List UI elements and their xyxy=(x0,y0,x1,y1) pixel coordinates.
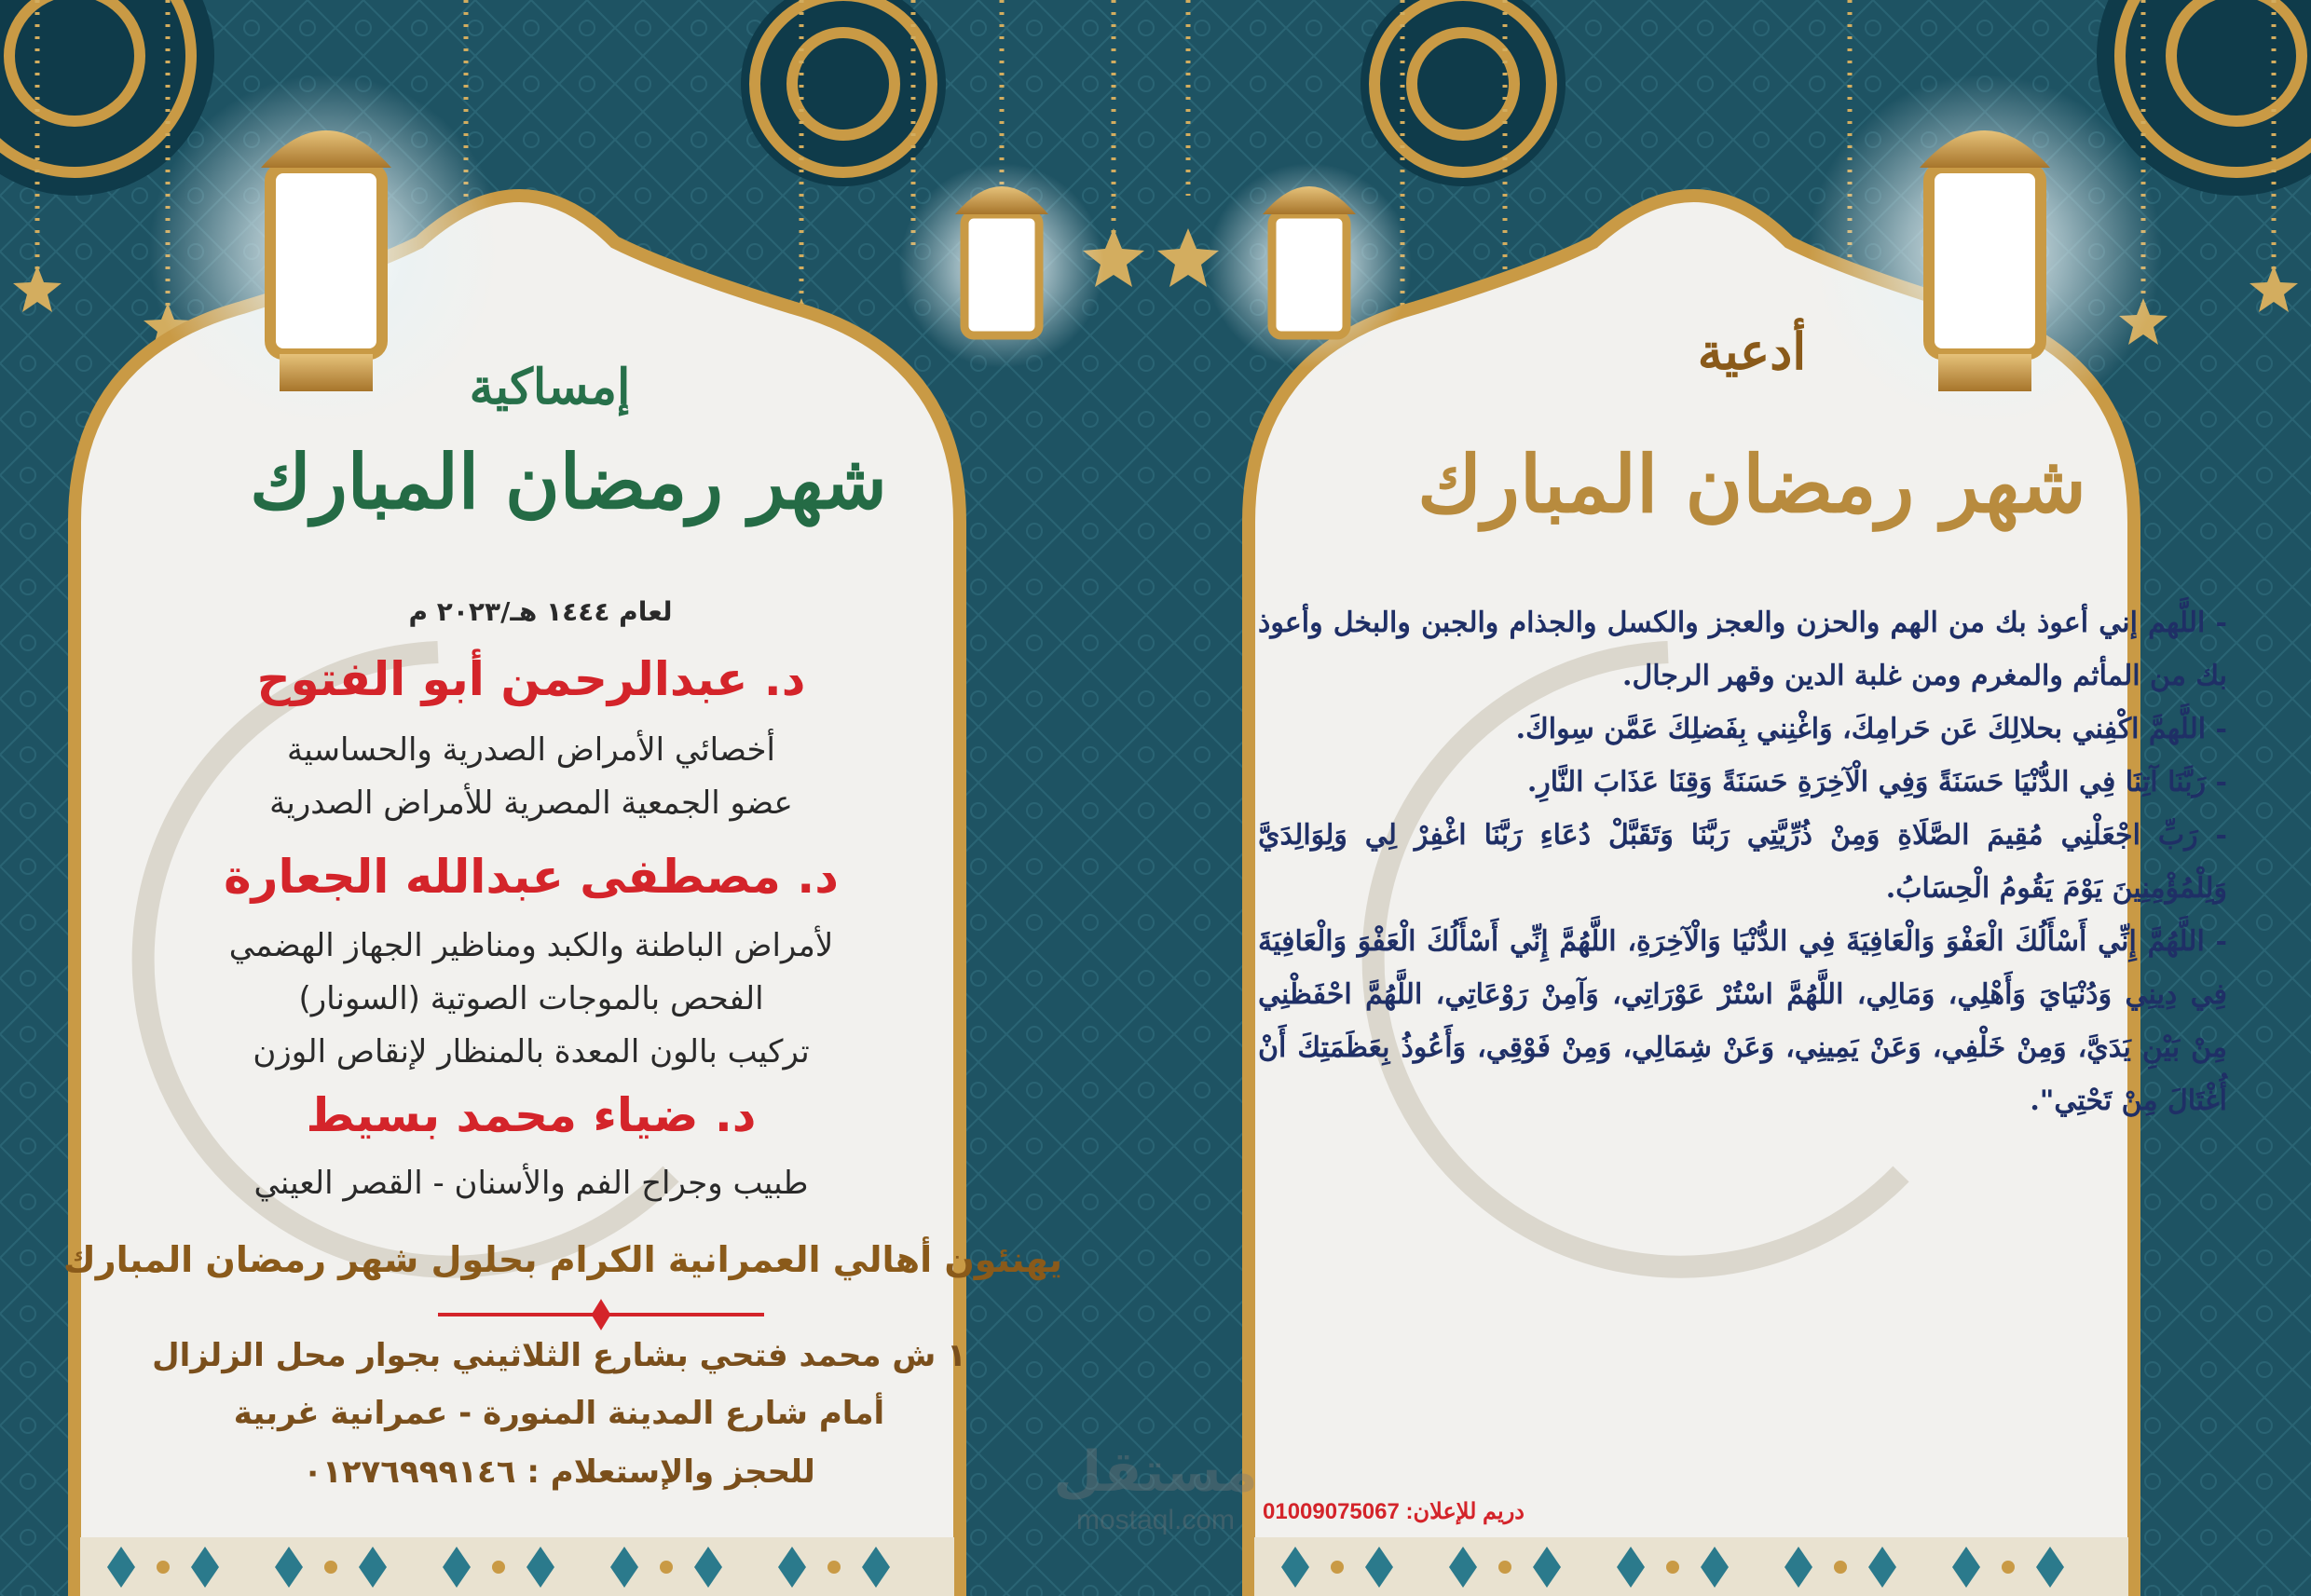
doctor-name-1: د. عبدالرحمن أبو الفتوح xyxy=(256,652,806,706)
prayer-2: - اللَّهمَّ اكْفِني بحلالِكَ عَن حَرامِكَ، وَاغْنِني بِفَضلِكَ عَمَّن سِواكَ. xyxy=(1515,713,2227,745)
prayer-1: - اللَّهم إني أعوذ بك من الهم والحزن والعجز والكسل والجذام والجبن والبخل وأعوذ بك من المأثم والمغرم ومن غلبة الدين وقهر الرجال. xyxy=(1258,607,2227,692)
prayer-3: - رَبَّنَا آتِنَا فِي الدُّنْيَا حَسَنَةً وَفِي الْآخِرَةِ حَسَنَةً وَقِنَا عَذَابَ النَّارِ. xyxy=(1526,766,2227,798)
doctor-2-line-2: الفحص بالموجات الصوتية (السونار) xyxy=(298,980,764,1017)
ad-label: دريم للإعلان: xyxy=(1405,1499,1525,1524)
mostaql-watermark xyxy=(1020,1439,1291,1536)
booking-line: للحجز والإستعلام : ٠١٢٧٦٩٩٩١٤٦ xyxy=(303,1453,815,1491)
ad-credit xyxy=(1263,1498,1525,1525)
ad-phone: 01009075067 xyxy=(1263,1499,1400,1524)
address-line-2: أمام شارع المدينة المنورة - عمرانية غربية xyxy=(233,1395,885,1432)
watermark-brand: مستقل xyxy=(1053,1439,1258,1505)
doctor-1-line-1: أخصائي الأمراض الصدرية والحساسية xyxy=(287,731,775,769)
doctor-2-line-1: لأمراض الباطنة والكبد ومناظير الجهاز الهضمي xyxy=(228,927,834,964)
doctor-1-line-2: عضو الجمعية المصرية للأمراض الصدرية xyxy=(269,784,793,822)
prayers-list xyxy=(1258,596,2227,1127)
ramadan-title-gold: شهر رمضان المبارك xyxy=(1417,438,2086,530)
watermark-site: mostaql.com xyxy=(1075,1505,1236,1535)
doctor-2-line-3: تركيب بالون المعدة بالمنظار لإنقاص الوزن xyxy=(253,1033,810,1071)
supplications-panel xyxy=(1239,0,2264,1596)
imsakiya-title: إمساكية xyxy=(469,359,631,416)
doctor-name-2: د. مصطفى عبدالله الجعارة xyxy=(224,850,839,904)
year-label: لعام ١٤٤٤ هـ/٢٠٢٣ م xyxy=(408,596,673,627)
greeting-text: يهنئون أهالي العمرانية الكرام بحلول شهر رمضان المبارك xyxy=(62,1239,1062,1280)
imsakiya-panel xyxy=(62,0,1100,1596)
prayer-4: - رَبِّ اجْعَلْنِي مُقِيمَ الصَّلَاةِ وَمِنْ ذُرِّيَّتِي رَبَّنَا وَتَقَبَّلْ دُعَاءِ رَبَّنَا اغْفِرْ لِي وَلِوَالِدَيَّ وَلِلْمُؤْمِنِينَ يَوْمَ يَقُومُ الْحِسَابُ. xyxy=(1258,819,2227,905)
supplications-title: أدعية xyxy=(1697,321,1807,381)
doctor-3-line-1: طبيب وجراح الفم والأسنان - القصر العيني xyxy=(253,1165,809,1202)
doctor-name-3: د. ضياء محمد بسيط xyxy=(306,1088,757,1142)
address-line-1: ١ ش محمد فتحي بشارع الثلاثيني بجوار محل الزلزال xyxy=(152,1337,966,1374)
ramadan-title: شهر رمضان المبارك xyxy=(250,438,887,525)
prayer-5: - اللَّهُمَّ إِنِّي أَسْأَلُكَ الْعَفْوَ وَالْعَافِيَةَ فِي الدُّنْيَا وَالْآخِرَةِ، اللَّهُمَّ إِنِّي أَسْأَلُكَ الْعَفْوَ وَالْعَافِيَةَ فِي دِينِي وَدُنْيَايَ وَأَهْلِي، وَمَالِي، اللَّهُمَّ اسْتُرْ عَوْرَاتِي، وَآمِنْ رَوْعَاتِي، اللَّهُمَّ احْفَظْنِي مِنْ بَيْنِ يَدَيَّ، وَمِنْ خَلْفِي، وَعَنْ يَمِينِي، وَعَنْ شِمَالِي، وَمِنْ فَوْقِي، وَأَعُوذُ بِعَظَمَتِكَ أَنْ أُغْتَالَ مِنْ تَحْتِي". xyxy=(1258,925,2227,1117)
